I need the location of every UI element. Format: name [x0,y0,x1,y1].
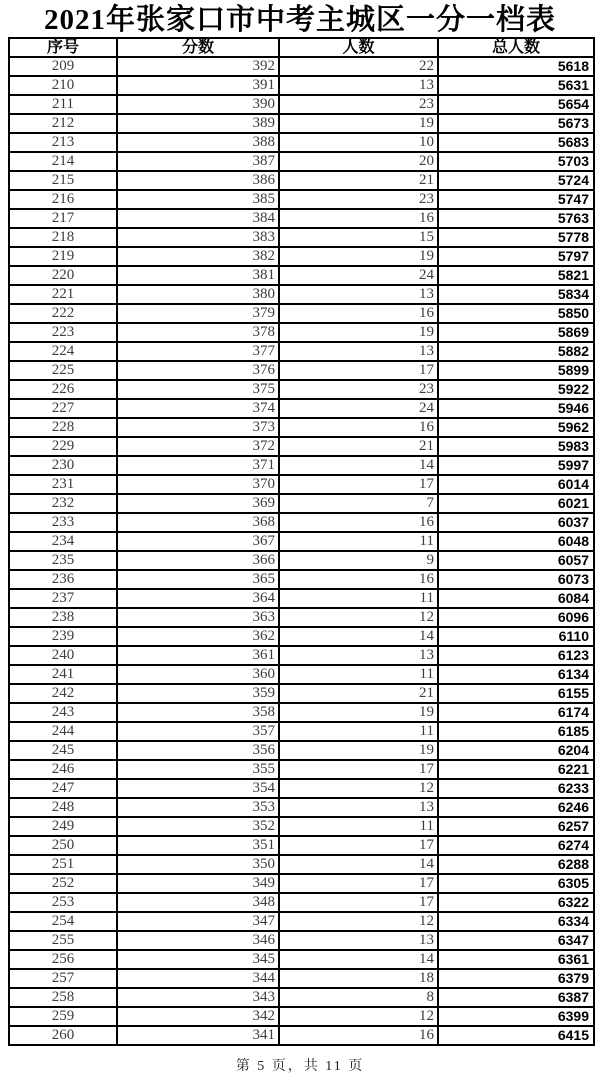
cell-score: 351 [117,836,279,855]
cell-count: 11 [279,665,438,684]
table-row [9,931,594,950]
cell-cumulative-total: 6096 [438,608,594,627]
table-row [9,152,594,171]
header-cumulative-total: 总人数 [438,38,594,57]
cell-serial-number: 227 [9,399,117,418]
cell-cumulative-total: 5724 [438,171,594,190]
cell-cumulative-total: 6246 [438,798,594,817]
table-row [9,779,594,798]
cell-serial-number: 236 [9,570,117,589]
cell-cumulative-total: 6361 [438,950,594,969]
cell-score: 379 [117,304,279,323]
cell-count: 16 [279,513,438,532]
cell-count: 7 [279,494,438,513]
cell-count: 17 [279,893,438,912]
cell-count: 17 [279,874,438,893]
cell-cumulative-total: 6288 [438,855,594,874]
cell-cumulative-total: 6399 [438,1007,594,1026]
table-row [9,190,594,209]
table-row [9,209,594,228]
cell-score: 342 [117,1007,279,1026]
cell-score: 382 [117,247,279,266]
cell-count: 24 [279,266,438,285]
cell-score: 368 [117,513,279,532]
cell-score: 387 [117,152,279,171]
cell-serial-number: 229 [9,437,117,456]
cell-cumulative-total: 5631 [438,76,594,95]
cell-cumulative-total: 6233 [438,779,594,798]
cell-cumulative-total: 6185 [438,722,594,741]
cell-cumulative-total: 5899 [438,361,594,380]
table-row [9,551,594,570]
cell-serial-number: 219 [9,247,117,266]
table-row [9,646,594,665]
table-row [9,342,594,361]
cell-serial-number: 224 [9,342,117,361]
table-row [9,475,594,494]
cell-cumulative-total: 6021 [438,494,594,513]
table-row [9,266,594,285]
cell-cumulative-total: 6334 [438,912,594,931]
cell-cumulative-total: 5834 [438,285,594,304]
table-row [9,285,594,304]
cell-count: 13 [279,342,438,361]
cell-score: 360 [117,665,279,684]
page-title: 2021年张家口市中考主城区一分一档表 [43,4,556,36]
cell-score: 365 [117,570,279,589]
cell-score: 344 [117,969,279,988]
cell-score: 348 [117,893,279,912]
cell-score: 371 [117,456,279,475]
cell-serial-number: 214 [9,152,117,171]
cell-cumulative-total: 5821 [438,266,594,285]
cell-count: 14 [279,855,438,874]
cell-score: 392 [117,57,279,76]
cell-serial-number: 250 [9,836,117,855]
cell-score: 374 [117,399,279,418]
cell-serial-number: 259 [9,1007,117,1026]
table-row [9,912,594,931]
table-row [9,399,594,418]
cell-count: 13 [279,646,438,665]
cell-cumulative-total: 6322 [438,893,594,912]
table-row [9,589,594,608]
table-row [9,684,594,703]
table-body [9,57,594,1045]
cell-count: 23 [279,95,438,114]
table-row [9,247,594,266]
cell-serial-number: 247 [9,779,117,798]
cell-score: 383 [117,228,279,247]
cell-serial-number: 234 [9,532,117,551]
cell-count: 19 [279,323,438,342]
cell-serial-number: 255 [9,931,117,950]
table-row [9,76,594,95]
cell-count: 13 [279,76,438,95]
cell-score: 355 [117,760,279,779]
cell-cumulative-total: 6057 [438,551,594,570]
cell-serial-number: 215 [9,171,117,190]
header-serial-number: 序号 [9,38,117,57]
table-row [9,1007,594,1026]
cell-cumulative-total: 6204 [438,741,594,760]
cell-serial-number: 257 [9,969,117,988]
table-row [9,665,594,684]
cell-cumulative-total: 5673 [438,114,594,133]
cell-score: 367 [117,532,279,551]
cell-cumulative-total: 6174 [438,703,594,722]
cell-serial-number: 243 [9,703,117,722]
cell-cumulative-total: 5850 [438,304,594,323]
table-row [9,456,594,475]
table-row [9,494,594,513]
cell-serial-number: 238 [9,608,117,627]
table-row [9,361,594,380]
cell-cumulative-total: 6387 [438,988,594,1007]
cell-score: 389 [117,114,279,133]
cell-score: 384 [117,209,279,228]
cell-cumulative-total: 6084 [438,589,594,608]
cell-count: 22 [279,57,438,76]
cell-count: 24 [279,399,438,418]
cell-count: 17 [279,836,438,855]
cell-cumulative-total: 6305 [438,874,594,893]
cell-serial-number: 251 [9,855,117,874]
cell-score: 345 [117,950,279,969]
cell-serial-number: 216 [9,190,117,209]
cell-serial-number: 256 [9,950,117,969]
cell-serial-number: 237 [9,589,117,608]
cell-serial-number: 223 [9,323,117,342]
cell-count: 12 [279,608,438,627]
cell-serial-number: 221 [9,285,117,304]
cell-count: 23 [279,380,438,399]
cell-score: 386 [117,171,279,190]
cell-count: 21 [279,684,438,703]
table-row [9,703,594,722]
cell-count: 11 [279,532,438,551]
cell-serial-number: 245 [9,741,117,760]
cell-serial-number: 239 [9,627,117,646]
cell-cumulative-total: 6221 [438,760,594,779]
cell-cumulative-total: 6257 [438,817,594,836]
cell-score: 375 [117,380,279,399]
cell-serial-number: 226 [9,380,117,399]
cell-cumulative-total: 5983 [438,437,594,456]
cell-count: 18 [279,969,438,988]
cell-score: 356 [117,741,279,760]
cell-cumulative-total: 5618 [438,57,594,76]
cell-count: 14 [279,950,438,969]
table-row [9,114,594,133]
cell-score: 349 [117,874,279,893]
cell-score: 361 [117,646,279,665]
cell-count: 17 [279,475,438,494]
cell-score: 385 [117,190,279,209]
cell-cumulative-total: 6274 [438,836,594,855]
cell-count: 11 [279,722,438,741]
cell-cumulative-total: 5763 [438,209,594,228]
cell-serial-number: 230 [9,456,117,475]
cell-serial-number: 253 [9,893,117,912]
cell-score: 343 [117,988,279,1007]
cell-count: 12 [279,779,438,798]
cell-cumulative-total: 6048 [438,532,594,551]
cell-score: 357 [117,722,279,741]
cell-score: 341 [117,1026,279,1045]
cell-score: 353 [117,798,279,817]
cell-count: 14 [279,456,438,475]
cell-score: 346 [117,931,279,950]
table-row [9,627,594,646]
cell-count: 11 [279,589,438,608]
cell-serial-number: 211 [9,95,117,114]
cell-score: 376 [117,361,279,380]
table-row [9,228,594,247]
table-row [9,950,594,969]
cell-count: 21 [279,437,438,456]
cell-cumulative-total: 6415 [438,1026,594,1045]
table-row [9,513,594,532]
cell-cumulative-total: 6134 [438,665,594,684]
table-row [9,988,594,1007]
cell-count: 19 [279,114,438,133]
cell-serial-number: 225 [9,361,117,380]
table-row [9,171,594,190]
page-footer: 第 5 页，共 11 页 [235,1059,365,1074]
cell-score: 350 [117,855,279,874]
cell-serial-number: 212 [9,114,117,133]
table-row [9,1026,594,1045]
cell-serial-number: 246 [9,760,117,779]
cell-count: 21 [279,171,438,190]
table-row [9,798,594,817]
table-row [9,874,594,893]
cell-cumulative-total: 5882 [438,342,594,361]
cell-cumulative-total: 6110 [438,627,594,646]
cell-serial-number: 217 [9,209,117,228]
cell-cumulative-total: 6347 [438,931,594,950]
table-row [9,836,594,855]
table-header-row [9,38,594,57]
cell-count: 16 [279,1026,438,1045]
cell-score: 358 [117,703,279,722]
table-row [9,323,594,342]
table-row [9,532,594,551]
cell-score: 354 [117,779,279,798]
cell-cumulative-total: 5997 [438,456,594,475]
cell-cumulative-total: 6037 [438,513,594,532]
cell-count: 11 [279,817,438,836]
cell-serial-number: 209 [9,57,117,76]
cell-count: 12 [279,912,438,931]
cell-serial-number: 260 [9,1026,117,1045]
cell-count: 9 [279,551,438,570]
table-row [9,95,594,114]
cell-score: 380 [117,285,279,304]
table-row [9,133,594,152]
cell-serial-number: 252 [9,874,117,893]
cell-serial-number: 235 [9,551,117,570]
cell-cumulative-total: 6155 [438,684,594,703]
cell-score: 388 [117,133,279,152]
cell-serial-number: 248 [9,798,117,817]
cell-cumulative-total: 5778 [438,228,594,247]
cell-score: 352 [117,817,279,836]
cell-serial-number: 220 [9,266,117,285]
table-row [9,608,594,627]
cell-serial-number: 232 [9,494,117,513]
cell-serial-number: 233 [9,513,117,532]
table-row [9,418,594,437]
header-score: 分数 [117,38,279,57]
table-row [9,570,594,589]
cell-count: 12 [279,1007,438,1026]
cell-count: 20 [279,152,438,171]
cell-score: 378 [117,323,279,342]
cell-count: 15 [279,228,438,247]
cell-cumulative-total: 5962 [438,418,594,437]
table-row [9,855,594,874]
cell-score: 347 [117,912,279,931]
cell-score: 359 [117,684,279,703]
cell-serial-number: 242 [9,684,117,703]
cell-serial-number: 244 [9,722,117,741]
cell-count: 16 [279,304,438,323]
table-row [9,304,594,323]
table-row [9,741,594,760]
cell-count: 13 [279,798,438,817]
cell-count: 19 [279,703,438,722]
cell-count: 13 [279,285,438,304]
table-row [9,969,594,988]
cell-count: 8 [279,988,438,1007]
cell-score: 369 [117,494,279,513]
cell-score: 362 [117,627,279,646]
cell-score: 391 [117,76,279,95]
cell-score: 373 [117,418,279,437]
cell-serial-number: 218 [9,228,117,247]
cell-count: 19 [279,247,438,266]
cell-count: 19 [279,741,438,760]
cell-cumulative-total: 5922 [438,380,594,399]
score-distribution-table [8,37,595,1046]
cell-serial-number: 231 [9,475,117,494]
cell-cumulative-total: 6123 [438,646,594,665]
cell-serial-number: 213 [9,133,117,152]
table-row [9,760,594,779]
cell-count: 17 [279,760,438,779]
cell-serial-number: 241 [9,665,117,684]
cell-serial-number: 258 [9,988,117,1007]
cell-score: 364 [117,589,279,608]
table-row [9,380,594,399]
cell-count: 16 [279,570,438,589]
cell-cumulative-total: 6073 [438,570,594,589]
cell-score: 370 [117,475,279,494]
cell-score: 390 [117,95,279,114]
cell-count: 16 [279,209,438,228]
table-row [9,817,594,836]
cell-count: 23 [279,190,438,209]
cell-serial-number: 222 [9,304,117,323]
cell-serial-number: 249 [9,817,117,836]
header-count: 人数 [279,38,438,57]
cell-count: 13 [279,931,438,950]
cell-serial-number: 228 [9,418,117,437]
cell-cumulative-total: 5683 [438,133,594,152]
cell-serial-number: 210 [9,76,117,95]
cell-count: 10 [279,133,438,152]
cell-score: 366 [117,551,279,570]
cell-cumulative-total: 5946 [438,399,594,418]
table-row [9,893,594,912]
cell-cumulative-total: 5703 [438,152,594,171]
table-row [9,722,594,741]
cell-count: 17 [279,361,438,380]
cell-score: 363 [117,608,279,627]
table-row [9,437,594,456]
cell-cumulative-total: 5747 [438,190,594,209]
cell-count: 16 [279,418,438,437]
cell-score: 372 [117,437,279,456]
cell-count: 14 [279,627,438,646]
cell-score: 381 [117,266,279,285]
cell-serial-number: 254 [9,912,117,931]
cell-cumulative-total: 6014 [438,475,594,494]
cell-cumulative-total: 5797 [438,247,594,266]
cell-cumulative-total: 5869 [438,323,594,342]
cell-score: 377 [117,342,279,361]
table-row [9,57,594,76]
cell-cumulative-total: 6379 [438,969,594,988]
cell-cumulative-total: 5654 [438,95,594,114]
cell-serial-number: 240 [9,646,117,665]
